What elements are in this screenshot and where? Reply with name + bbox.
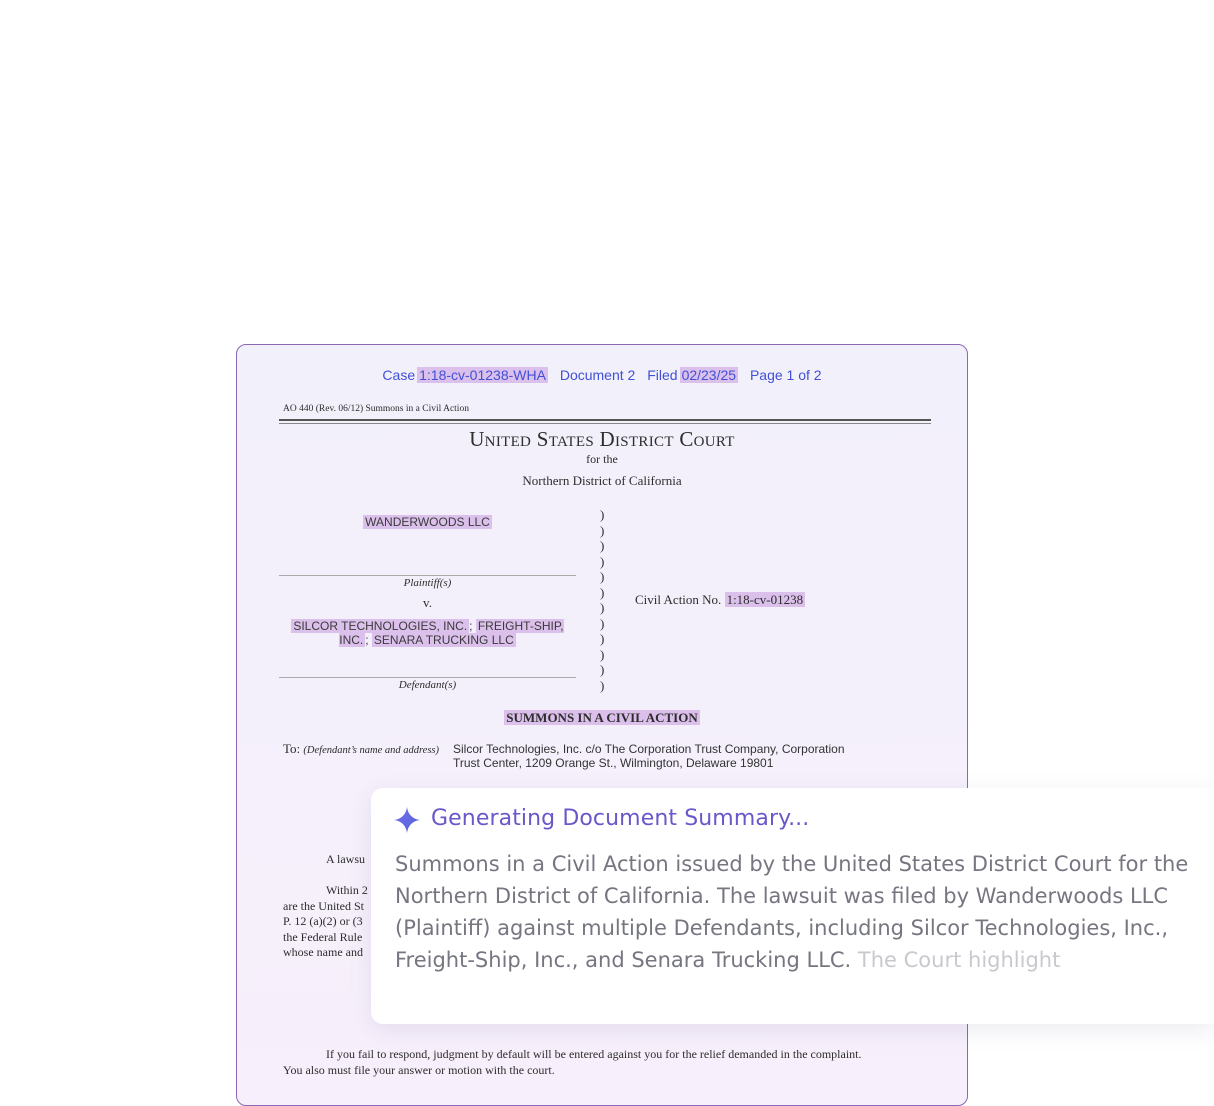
to-label-block [283,741,439,757]
summary-title: Generating Document Summary... [431,806,810,831]
summons-title: SUMMONS IN A CIVIL ACTION [506,710,698,725]
summary-streaming-text: The Court highlight [851,948,1061,972]
form-id: AO 440 (Rev. 06/12) Summons in a Civil Action [283,404,469,414]
sparkle-icon [394,807,420,833]
summary-body: Summons in a Civil Action issued by the United States District Court for the Northern District of California. The lawsuit was filed by Wanderwoods LLC (Plaintiff) against multiple Defendants, including Silcor Technologies, Inc., Freight-Ship, Inc., and Senara Trucking LLC. [395,852,1189,972]
case-label: Case [382,367,416,383]
defendant-1: SILCOR TECHNOLOGIES, INC. [293,619,468,633]
filed-date: 02/23/25 [681,367,737,383]
civil-action [635,592,805,608]
paragraph-line: the Federal Rule [283,929,363,944]
divider [279,575,576,576]
plaintiff-label: Plaintiff(s) [403,577,452,589]
defendant-3: SENARA TRUCKING LLC [373,633,514,647]
paragraph-1: A lawsu [326,852,365,866]
to-hint: (Defendant’s name and address) [303,745,440,756]
divider [279,419,931,421]
court-title: United States District Court [469,427,735,451]
plaintiff-name: WANDERWOODS LLC [365,515,490,529]
for-the: for the [586,452,618,466]
plaintiff-name-block [279,515,576,529]
divider [279,677,576,678]
civil-action-label: Civil Action No. [635,592,722,607]
versus: v. [423,595,432,610]
case-header [237,367,967,383]
paragraph-line: If you fail to respond, judgment by default will be entered against you for the relief demanded in the complaint. [326,1047,862,1061]
summons-title-block [237,710,967,726]
separator: ; [365,633,369,647]
summary-text [395,848,1195,976]
paragraph-line: You also must file your answer or motion with the court. [283,1062,555,1077]
civil-action-number: 1:18-cv-01238 [726,592,804,607]
to-address: Silcor Technologies, Inc. c/o The Corporation Trust Company, Corporation Trust Center, 1209 Orange St., Wilmington, Delaware 19801 [453,742,845,770]
summary-panel [371,788,1214,1024]
divider [279,423,931,424]
caption-parentheses: ) ) ) ) ) ) ) ) ) ) ) ) [600,507,605,693]
page-indicator: Page 1 of 2 [749,367,822,383]
filed-label: Filed [647,367,678,383]
paragraph-line: P. 12 (a)(2) or (3 [283,914,363,928]
paragraph-line: are the United St [283,898,364,913]
document-number: Document 2 [559,367,636,383]
district-name: Northern District of California [522,473,682,488]
separator: ; [469,619,473,633]
defendant-label: Defendant(s) [398,679,457,691]
paragraph-line: whose name and [283,945,363,959]
defendants-block [279,619,576,647]
to-label: To: [283,741,301,756]
paragraph-line: Within 2 [326,883,368,897]
defendant-2: FREIGHT-SHIP, INC. [339,619,564,647]
case-number: 1:18-cv-01238-WHA [419,367,546,383]
paragraph-3 [283,1047,933,1078]
